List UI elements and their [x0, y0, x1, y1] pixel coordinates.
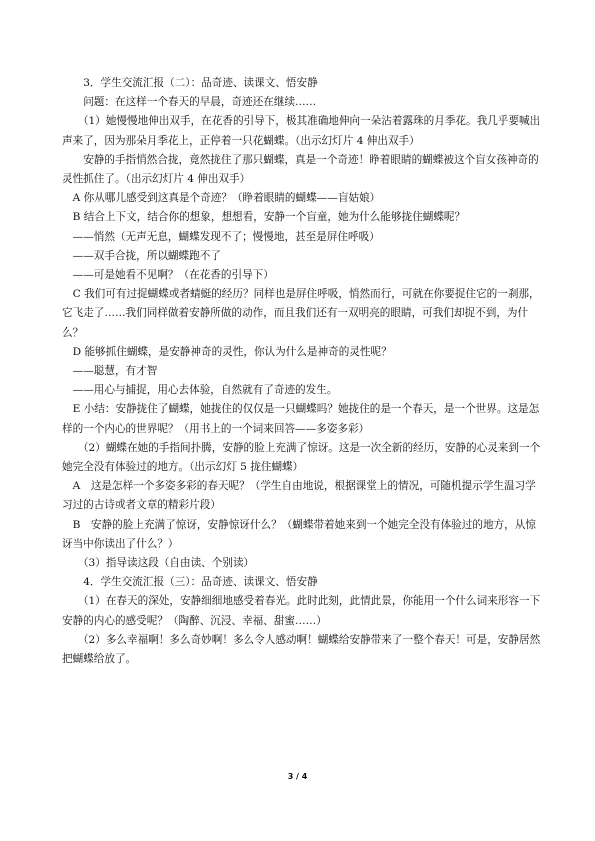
part-2-item-b: B 安静的脸上充满了惊讶，安静惊讶什么？（蝴蝶带着她来到一个她完全没有体验过的地方，从惊讶当中你读出了什么？） [62, 518, 536, 550]
report-three-paragraph-2: （2）多么幸福啊！多么奇妙啊！多么令人感动啊！蝴蝶给安静带来了一整个春天！可是，安静居然把蝴蝶给放了。 [62, 633, 541, 666]
page-number: 3 / 4 [287, 772, 308, 781]
document-body [62, 74, 542, 669]
part-2-item-a: A 这是怎样一个多姿多彩的春天呢？（学生自由地说，根据课堂上的情况，可随机提示学生温习学习过的古诗或者文章的精彩片段） [62, 480, 536, 512]
question-line: 问题：在这样一个春天的早晨，奇迹还在继续…… [83, 96, 317, 109]
item-b: B 结合上下文，结合你的想象，想想看，安静一个盲童，她为什么能够拢住蝴蝶呢？ [72, 211, 466, 224]
item-e-summary: E 小结：安静拢住了蝴蝶，她拢住的仅仅是一只蝴蝶吗？她拢住的是一个春天，是一个世界。这是怎样的一个内心的世界呢？（用书上的一个词来回答——多姿多彩） [62, 403, 540, 435]
item-a: A 你从哪儿感受到这真是个奇迹？（睁着眼睛的蝴蝶——盲姑娘） [72, 192, 381, 205]
heading-report-three: 4．学生交流汇报（三）：品奇迹、读课文、悟安静 [83, 576, 318, 589]
paragraph-part-2: （2）蝴蝶在她的手指间扑腾，安静的脸上充满了惊讶。这是一次全新的经历，安静的心灵来到一个她完全没有体验过的地方。（出示幻灯 5 拢住蝴蝶） [62, 441, 541, 474]
part-3-reading-guide: （3）指导读这段（自由读、个别读） [77, 557, 255, 570]
item-d-answer-2: ——用心与捕捉，用心去体验，自然就有了奇迹的发生。 [72, 384, 338, 397]
paragraph-1: （1）她慢慢地伸出双手，在花香的引导下，极其准确地伸向一朵沾着露珠的月季花。我几乎要喊出声来了，因为那朵月季花上，正停着一只花蝴蝶。（出示幻灯片 4 伸出双手） [62, 115, 541, 147]
item-b-answer-2: ——双手合拢，所以蝴蝶跑不了 [72, 249, 221, 262]
item-d: D 能够抓住蝴蝶，是安静神奇的灵性，你认为什么是神奇的灵性呢？ [72, 345, 392, 358]
item-b-answer-3: ——可是她看不见啊？（在花香的引导下） [72, 269, 274, 282]
paragraph-2: 安静的手指悄然合拢，竟然拢住了那只蝴蝶，真是一个奇迹！睁着眼睛的蝴蝶被这个盲女孩神奇的灵性抓住了。（出示幻灯片 4 伸出双手） [62, 153, 539, 186]
item-d-answer-1: ——聪慧，有才智 [72, 365, 158, 378]
item-c: C 我们可有过捉蝴蝶或者蜻蜓的经历？同样也是屏住呼吸，悄然而行，可就在你要捉住它的一刹那，它飞走了……我们同样做着安静所做的动作，而且我们还有一双明亮的眼睛，可我们却捉不到，为什么？ [62, 288, 540, 339]
report-three-paragraph-1: （1）在春天的深处，安静细细地感受着春光。此时此刻，此情此景，你能用一个什么词来形容一下安静的内心的感受呢？（陶醉、沉浸、幸福、甜蜜……） [62, 595, 541, 627]
heading-report-two: 3．学生交流汇报（二）：品奇迹、读课文、悟安静 [83, 77, 318, 89]
item-b-answer-1: ——悄然（无声无息，蝴蝶发现不了；慢慢地，甚至是屏住呼吸） [72, 230, 380, 243]
